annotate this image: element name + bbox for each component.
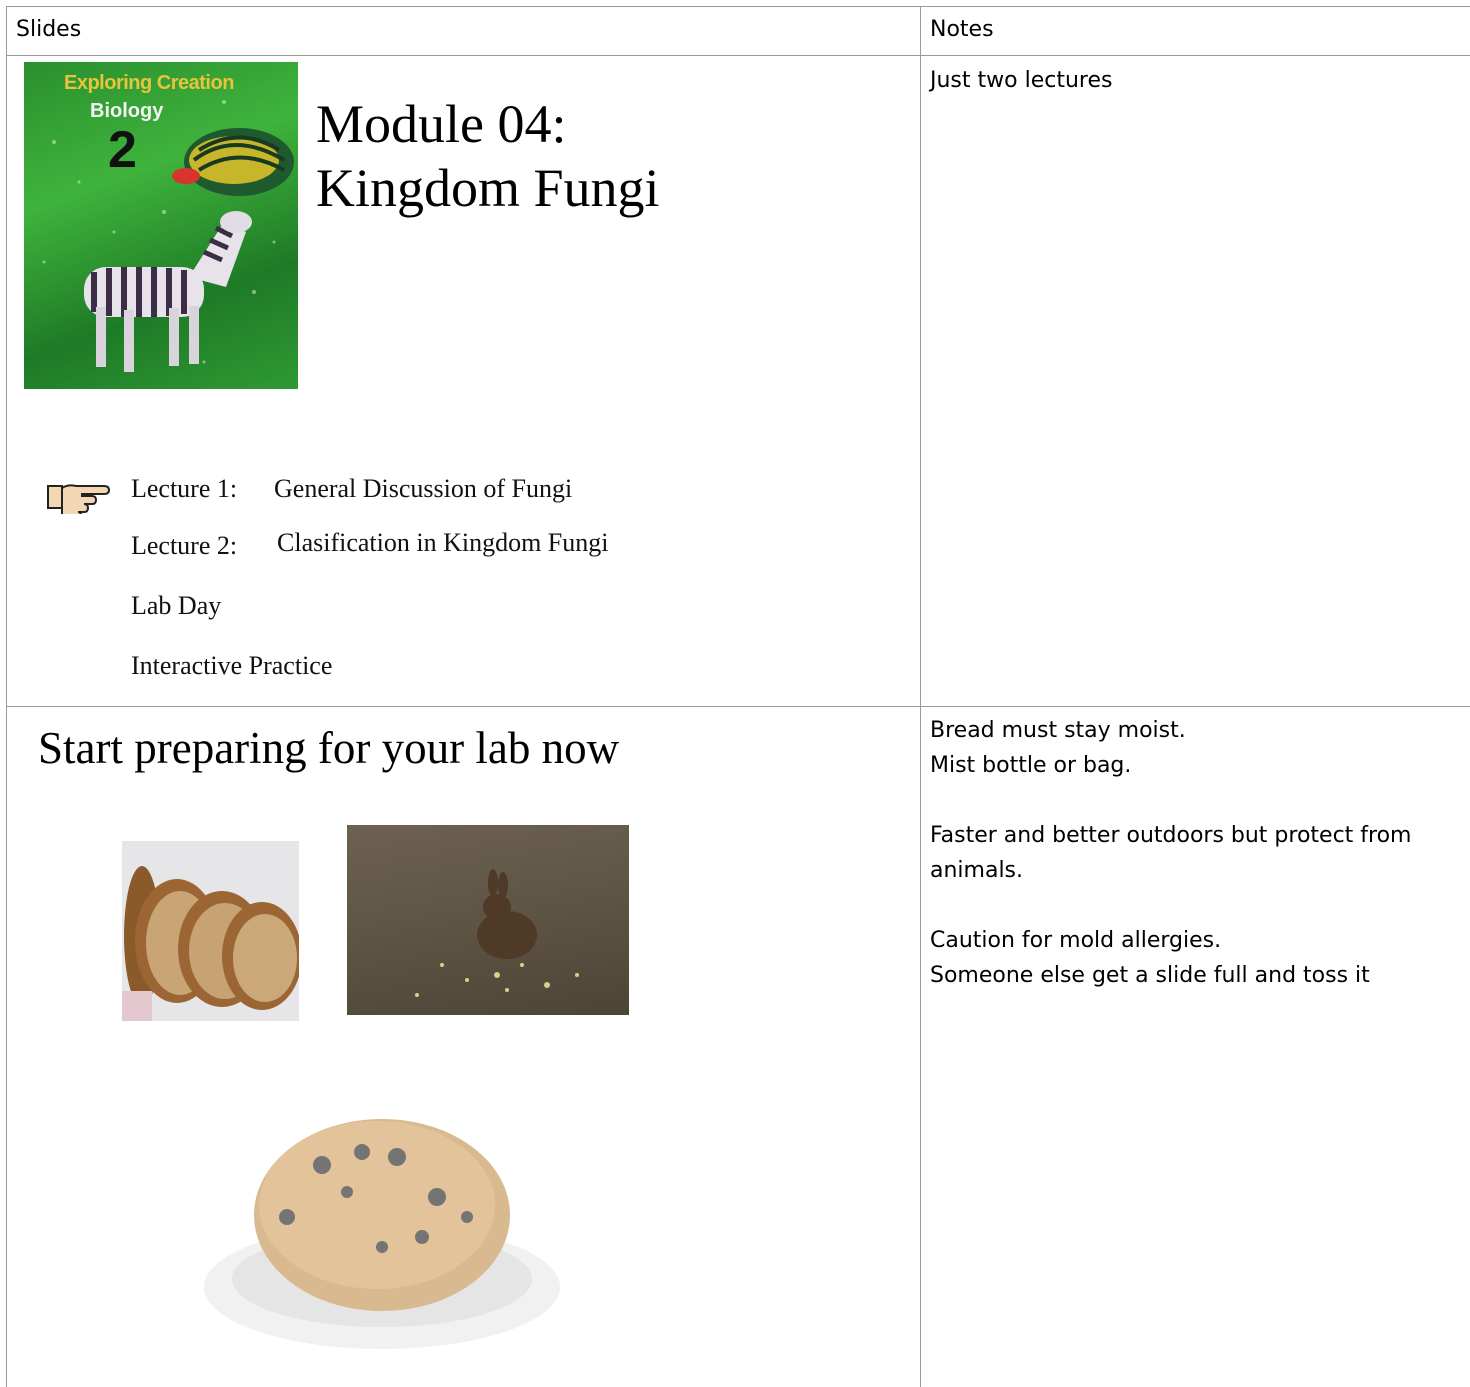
cover-title: Exploring Creation <box>64 72 234 94</box>
slide-2-title: Start preparing for your lab now <box>38 723 620 773</box>
header-slides: Slides <box>16 17 82 42</box>
notes-row-2: Bread must stay moist. Mist bottle or bag. Faster and better outdoors but protect from animals. Caution for mold allergies. Someone else get a slide full and toss it <box>930 718 1412 988</box>
column-divider <box>920 6 921 1387</box>
lecture-1-text: General Discussion of Fungi <box>274 474 573 503</box>
table-top-border <box>6 6 1470 7</box>
slide-1-title <box>316 92 660 220</box>
book-cover-image <box>24 62 298 389</box>
fish-icon <box>172 128 294 196</box>
title-line-1: Module 04: <box>316 94 567 154</box>
moldy-bread-photo <box>192 1097 574 1355</box>
lecture-2-text: Clasification in Kingdom Fungi <box>277 528 609 557</box>
lecture-1-label: Lecture 1: <box>131 474 238 503</box>
notes-row-1: Just two lectures <box>930 68 1113 93</box>
row-divider <box>6 706 1470 707</box>
pointing-hand-icon <box>44 478 110 514</box>
lecture-2-label: Lecture 2: <box>131 531 238 560</box>
title-line-2: Kingdom Fungi <box>316 158 660 218</box>
header-notes: Notes <box>930 17 994 42</box>
sliced-bread-photo <box>122 841 299 1021</box>
rabbit-photo <box>347 825 629 1015</box>
table-left-border <box>6 6 7 1387</box>
interactive-practice-label: Interactive Practice <box>131 651 333 680</box>
lab-day-label: Lab Day <box>131 591 222 620</box>
cover-subtitle: Biology <box>90 100 164 122</box>
header-row-border <box>6 55 1470 56</box>
cover-edition: 2 <box>108 121 137 179</box>
zebra-icon <box>84 211 252 372</box>
cover-art <box>24 62 298 389</box>
